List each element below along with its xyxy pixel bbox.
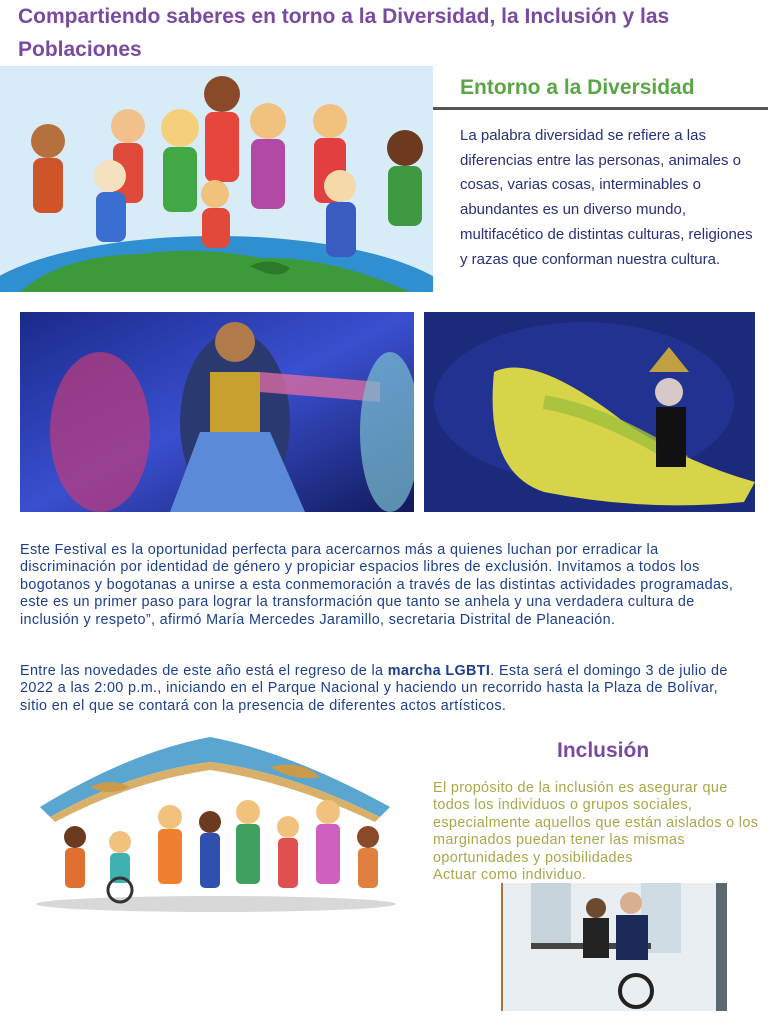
children-globe-illustration xyxy=(0,66,433,292)
inclusion-line2: Actuar como individuo. xyxy=(433,867,587,884)
performer-photo xyxy=(424,312,755,512)
inclusion-text: El propósito de la inclusión es asegurar que todos los individuos o grupos sociales, especialmente aquellos que están aislados o los marginados puedan tener las mismas oportunidades y posibilidades xyxy=(433,780,759,866)
march-paragraph xyxy=(20,663,748,715)
diversity-paragraph: La palabra diversidad se refiere a las diferencias entre las personas, animales o cosas, varias cosas, interminables o abundantes es un diverso mundo, multifacético de distintas culturas, religiones y razas que conforman nuestra cultura. xyxy=(460,127,753,268)
march-text-end: . Esta será el domingo 3 de julio de 2022 a las 2:00 p.m., iniciando en el Parque Nacional y haciendo un recorrido hasta la Plaza de Bolívar, sitio en el que se contará con la presencia de diferentes actos artísticos. xyxy=(20,663,728,714)
festival-paragraph: Este Festival es la oportunidad perfecta para acercarnos más a quienes luchan por erradicar la discriminación por identidad de género y propiciar espacios libres de exclusión. Invitamos a todos los bogotanos y bogotanas a unirse a esta conmemoración a través de las distintas actividades programadas, este es un primer paso para lograr la transformación que tanto se anhela y una verdadera cultura de inclusión y respeto”, afirmó María Mercedes Jaramillo, secretaria Distrital de Planeación. xyxy=(20,542,734,628)
inclusion-paragraph xyxy=(433,780,768,884)
dancers-photo xyxy=(20,312,414,512)
wheelchair-office-photo xyxy=(501,883,727,1011)
page-title: Compartiendo saberes en torno a la Diversidad, la Inclusión y las Poblaciones xyxy=(18,5,670,61)
march-text-start: Entre las novedades de este año está el regreso de la xyxy=(20,663,388,679)
inclusion-heading: Inclusión xyxy=(557,739,650,762)
people-under-book-illustration xyxy=(30,732,402,920)
march-lgbti-bold: marcha LGBTI xyxy=(387,663,491,679)
divider xyxy=(433,107,768,110)
diversity-heading: Entorno a la Diversidad xyxy=(460,76,695,99)
